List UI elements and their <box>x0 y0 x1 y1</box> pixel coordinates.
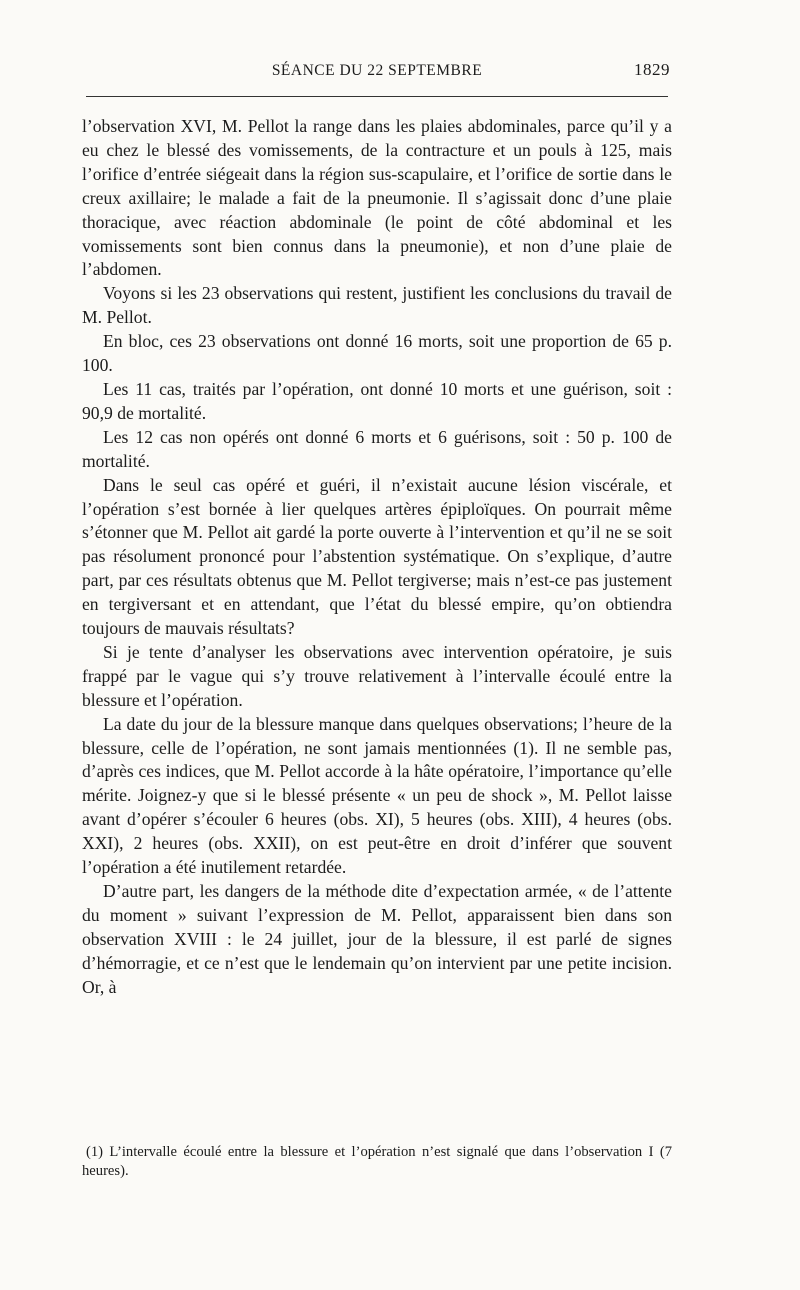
paragraph: Voyons si les 23 observations qui restent, justifient les conclusions du travail de M. Pellot. <box>82 283 672 328</box>
page-number: 1829 <box>634 60 670 79</box>
paragraph: Les 12 cas non opérés ont donné 6 morts et 6 guérisons, soit : 50 p. 100 de mortalité. <box>82 426 672 471</box>
header-rule <box>86 96 668 97</box>
paragraph: l’observation XVI, M. Pellot la range dans les plaies abdominales, parce qu’il y a eu chez le blessé des vomissements, de la contracture et un pouls à 125, mais l’orifice d’entrée siégeait dans la région sus-scapulaire, et l’orifice de sortie dans le creux axillaire; le malade a fait de la pneumonie. Il s’agissait donc d’une plaie thoracique, avec réaction abdominale (le point de côté abdominal et les vomissements sont bien connus dans la pneumonie), et non d’une plaie de l’abdomen. <box>82 116 672 280</box>
footnote <box>82 1143 672 1181</box>
page <box>82 56 672 1000</box>
running-title: SÉANCE DU 22 SEPTEMBRE <box>271 62 483 79</box>
paragraph: Les 11 cas, traités par l’opération, ont donné 10 morts et une guérison, soit : 90,9 de mortalité. <box>82 378 672 423</box>
paragraph: En bloc, ces 23 observations ont donné 16 morts, soit une proportion de 65 p. 100. <box>82 331 672 376</box>
paragraph: La date du jour de la blessure manque dans quelques observations; l’heure de la blessure, celle de l’opération, ne sont jamais mentionnées (1). Il ne semble pas, d’après ces indices, que M. Pellot accorde à la hâte opératoire, l’importance qu’elle mérite. Joignez-y que si le blessé présente « un peu de shock », M. Pellot laisse avant d’opérer s’écouler 6 heures (obs. XI), 5 heures (obs. XIII), 4 heures (obs. XXI), 2 heures (obs. XXII), on est peut-être en droit d’inférer que souvent l’opération a été inutilement retardée. <box>82 713 672 878</box>
page-header <box>82 56 672 86</box>
footnote-text: (1) L’intervalle écoulé entre la blessure et l’opération n’est signalé que dans l’observation I (7 heures). <box>82 1144 672 1179</box>
paragraph: Si je tente d’analyser les observations avec intervention opératoire, je suis frappé par le vague qui s’y trouve relativement à l’intervalle écoulé entre la blessure et l’opération. <box>82 641 672 710</box>
paragraph: D’autre part, les dangers de la méthode dite d’expectation armée, « de l’attente du moment » suivant l’expression de M. Pellot, apparaissent bien dans son observation XVIII : le 24 juillet, jour de la blessure, il est parlé de signes d’hémorragie, et ce n’est que le lendemain qu’on intervient par une petite incision. Or, à <box>82 881 672 997</box>
paragraph: Dans le seul cas opéré et guéri, il n’existait aucune lésion viscérale, et l’opération s’est bornée à lier quelques artères épiploïques. On pourrait même s’étonner que M. Pellot ait gardé la porte ouverte à l’intervention et qu’il ne se soit pas résolument prononcé pour l’abstention systématique. On s’explique, d’autre part, par ces résultats obtenus que M. Pellot tergiverse; mais n’est-ce pas justement en tergiversant et en attendant, que l’état du blessé empire, qu’on obtiendra toujours de mauvais résultats? <box>82 474 672 639</box>
body-text <box>82 115 672 1000</box>
